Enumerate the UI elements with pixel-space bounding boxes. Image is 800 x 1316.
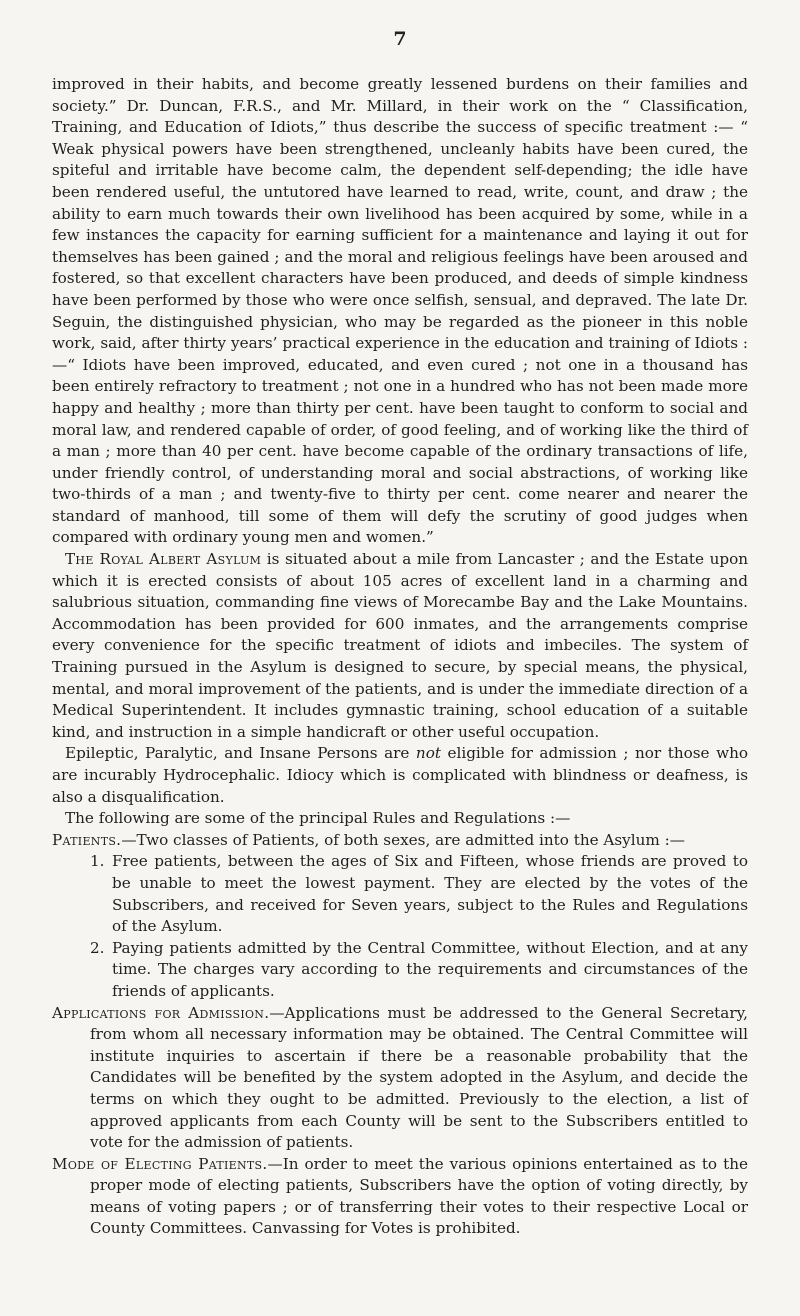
asylum-description-text: is situated about a mile from Lancaster ; and the Estate upon which it is erected consists of about 105 acres of excellent land in a charming and salubrious situation, commanding fine views of Morecambe Bay and the Lake Mountains. Accommodation has been provided for 600 inmates, and the arrangements comprise every convenience for the specific treatment of idiots and imbeciles. The system of Training pursued in the Asylum is designed to secure, by special means, the physical, mental, and moral improvement of the patients, and is under the immediate direction of a Medical Superintendent. It includes gymnastic training, school education of a suitable kind, and instruction in a simple handicraft or other useful occupation. [52,550,748,741]
asylum-name: The Royal Albert Asylum [65,550,262,569]
paragraph-rules-intro: The following are some of the principal Rules and Regulations :— [65,809,571,828]
patients-list [52,851,748,1002]
mode-heading: Mode of Electing Patients. [52,1154,268,1173]
body-text [52,74,748,1240]
section-mode-of-electing [52,1154,748,1240]
list-item-number: 1. [90,852,105,871]
patients-heading: Patients. [52,830,122,849]
paragraph-asylum-description [52,549,748,743]
section-applications [52,1003,748,1154]
list-item-number: 2. [90,938,105,957]
eligibility-text-a: Epileptic, Paralytic, and Insane Persons are [65,744,416,763]
applications-text: —Applications must be addressed to the General Secretary, from whom all necessary information may be obtained. The Central Committee will institute inquiries to ascertain if there be a reasonable probability that the Candidates will be benefited by the system adopted in the Asylum, and decide the terms on which they ought to be admitted. Previously to the election, a list of approved applicants from each County will be sent to the Subscribers entitled to vote for the admission of patients. [90,1003,748,1152]
paragraph-treatment-success: improved in their habits, and become greatly lessened burdens on their families and society.” Dr. Duncan, F.R.S., and Mr. Millard, in their work on the “ Classification, Training, and Education of Idiots,” thus describe the success of specific treatment :— “ Weak physical powers have been strengthened, uncleanly habits have been cured, the spiteful and irritable have become calm, the dependent self-depending; the idle have been rendered useful, the untutored have learned to read, write, count, and draw ; the ability to earn much towards their own livelihood has been acquired by some, while in a few instances the capacity for earning sufficient for a maintenance and laying it out for themselves has been gained ; and the moral and religious feelings have been aroused and fostered, so that excellent characters have been produced, and deeds of simple kindness have been performed by those who were once selfish, sensual, and depraved. The late Dr. Seguin, the distinguished physician, who may be regarded as the pioneer in this noble work, said, after thirty years’ practical experience in the education and training of Idiots :—“ Idiots have been improved, educated, and even cured ; not one in a thousand has been entirely refractory to treatment ; not one in a hundred who has not been made more happy and healthy ; more than thirty per cent. have been taught to conform to social and moral law, and rendered capable of order, of good feeling, and of working like the third of a man ; more than 40 per cent. have become capable of the ordinary transactions of life, under friendly control, of understanding moral and social abstractions, of working like two-thirds of a man ; and twenty-five to thirty per cent. come nearer and nearer the standard of manhood, till some of them will defy the scrutiny of good judges when compared with ordinary young men and women.” [52,75,748,547]
eligibility-not: not [415,744,441,763]
list-item [90,851,748,937]
list-item-text: Paying patients admitted by the Central Committee, without Election, and at any time. The charges vary according to the requirements and circumstances of the friends of applicants. [112,938,748,1000]
list-item [90,938,748,1003]
page-number: 7 [393,28,407,50]
paragraph-eligibility [52,743,748,808]
section-patients [52,830,748,852]
eligibility-text-b: eligible for admission ; nor those who are incurably Hydrocephalic. Idiocy which is complicated with blindness or deafness, is also a disqualification. [52,744,748,806]
mode-text: —In order to meet the various opinions entertained as to the proper mode of electing patients, Subscribers have the option of voting directly, by means of voting papers ; or of transferring their votes to their respective Local or County Committees. Canvassing for Votes is prohibited. [90,1154,748,1238]
list-item-text: Free patients, between the ages of Six and Fifteen, whose friends are proved to be unable to meet the lowest payment. They are elected by the votes of the Subscribers, and received for Seven years, subject to the Rules and Regulations of the Asylum. [112,852,748,936]
applications-heading: Applications for Admission. [52,1003,270,1022]
patients-intro: —Two classes of Patients, of both sexes, are admitted into the Asylum :— [121,830,685,849]
